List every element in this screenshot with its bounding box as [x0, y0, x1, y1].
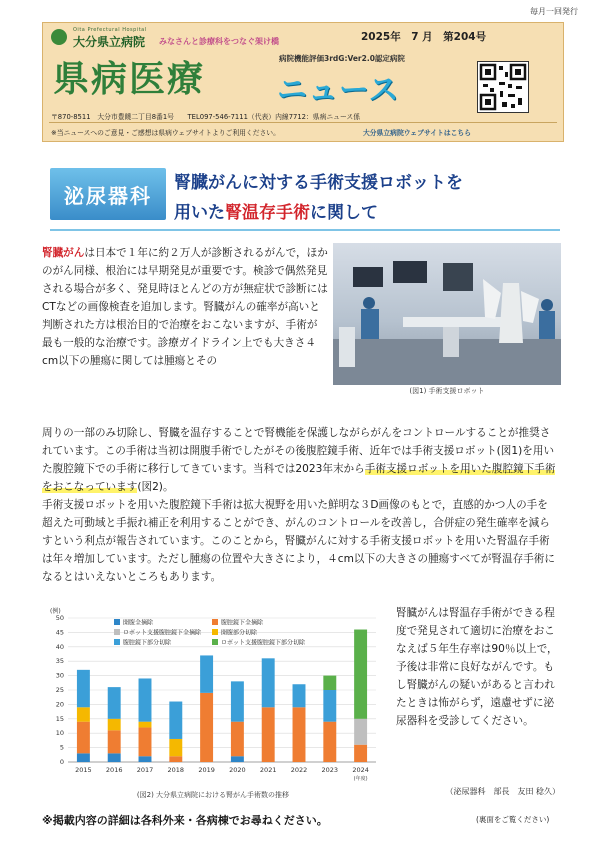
- see-reverse-note: (裏面をご覧ください): [476, 815, 550, 824]
- bar-segment: [139, 756, 152, 762]
- underlined-statement: 手術支援ロボットを用いた腹腔鏡下手術をおこなっています: [42, 463, 556, 493]
- title-line2-pre: 用いた: [174, 203, 225, 223]
- paragraph-2-text: 手術支援ロボットを用いた腹腔鏡下手術は拡大視野を用いた鮮明な３D画像のもとで，直感的かつ人の手を超えた可動域と手振れ補正を利用することができ、がんのコントロールを改善し，合併症の発生確率を減らすという利点が報告されています。このことから，腎臓がんに対する手術支援ロボットを用いた腎温存手術は年々増加しています。ただし腫瘍の位置や大きさにより，４cm以下の大きさの腫瘍すべてが腎温存手術になるとはいえないところもあります。: [42, 499, 555, 583]
- article-title-line2: [174, 198, 554, 228]
- article-paragraph-1-continued: [42, 424, 558, 496]
- x-tick-label: 2021: [259, 766, 277, 774]
- y-tick-label: 10: [55, 729, 64, 738]
- article-title-line1: 腎臓がんに対する手術支援ロボットを: [174, 173, 463, 193]
- newsletter-title-news: ニュース: [277, 73, 400, 108]
- bar-segment: [108, 730, 121, 753]
- x-tick-label: 2018: [167, 766, 185, 774]
- bar-segment: [77, 670, 90, 707]
- website-link[interactable]: 大分県立病院ウェブサイトはこちら: [363, 129, 472, 137]
- title-divider: [50, 229, 560, 231]
- surgical-robot-photo: [333, 243, 561, 385]
- paragraph-3-text: 腎臓がんは腎温存手術ができる程度で発見されて適切に治療をおこなえば５年生存率は90％以上で，予後は非常に良好ながんです。もし腎臓がんの疑いがあると言われたときは怖がらず，遠慮せずに泌尿器科を受診してください。: [396, 607, 558, 727]
- x-tick-label: 2023: [321, 766, 339, 774]
- hospital-logo-icon: [51, 29, 67, 45]
- bar-segment: [77, 707, 90, 721]
- department-badge: 泌尿器科: [50, 168, 166, 220]
- hospital-name: 大分県立病院: [73, 35, 146, 49]
- x-tick-label: 2020: [229, 766, 246, 774]
- y-tick-label: 5: [59, 743, 64, 752]
- legend-swatch: [114, 629, 120, 635]
- article-title: [174, 168, 554, 228]
- y-tick-label: 0: [59, 758, 64, 766]
- article-paragraph-3: [396, 604, 560, 730]
- bar-segment: [139, 727, 152, 756]
- newsletter-header: [42, 22, 564, 142]
- x-tick-label: 2017: [136, 766, 154, 774]
- y-tick-label: 40: [55, 642, 64, 651]
- bar-segment: [169, 739, 182, 756]
- legend-swatch: [212, 619, 218, 625]
- bar-segment: [169, 756, 182, 762]
- bar-segment: [354, 719, 367, 745]
- chart-svg: [42, 604, 384, 788]
- article-paragraph-1: [42, 244, 328, 370]
- y-tick-label: 35: [55, 657, 64, 666]
- paragraph-1-text: は日本で１年に約２万人が診断されるがんで，ほかのがん同様、根治には早期発見が重要です。検診で偶然発見される場合が多く、発見時ほとんどの方が無症状で診断にはCTなどの画像検査を追加します。腎臓がんの確率が高いと判断された方は根治目的で治療をおこないますが、手術が最も一般的な治療です。診療ガイドライン上でも大きさ４cm以下の腫瘍に関しては腫瘍とその: [42, 247, 328, 367]
- paragraph-1b-text: 周りの一部のみ切除し、腎臓を温存することで腎機能を保護しながらがんをコントロールすることが推奨されています。この手術は当初は開腹手術でしたがその後腹腔鏡手術、近年では手術支援ロボット(図1)を用いた腹腔鏡下での手術に移行してきています。当科では2023年末から: [42, 427, 555, 475]
- y-tick-label: 25: [55, 686, 64, 694]
- header-divider: [49, 122, 557, 123]
- legend-label: 腹腔鏡下全摘除: [221, 619, 264, 627]
- bar-segment: [108, 687, 121, 719]
- bar-segment: [200, 693, 213, 762]
- photo-caption: (図1) 手術支援ロボット: [409, 387, 485, 395]
- legend-label: 腹腔鏡下部分切除: [123, 639, 172, 647]
- bar-segment: [262, 658, 275, 707]
- bar-segment: [323, 722, 336, 762]
- bar-segment: [231, 722, 244, 757]
- bar-segment: [169, 702, 182, 739]
- issue-info: 2025年 7 月 第204号: [361, 31, 487, 43]
- legend-label: 開腹部分切除: [221, 629, 258, 637]
- bar-segment: [139, 722, 152, 728]
- bar-segment: [293, 707, 306, 762]
- bar-segment: [231, 756, 244, 762]
- legend-swatch: [114, 639, 120, 645]
- footer-note: ※掲載内容の詳細は各科外来・各病棟でお尋ねください。: [42, 814, 328, 827]
- slogan: みなさんと診療科をつなぐ架け橋: [159, 37, 279, 46]
- y-tick-label: 30: [55, 671, 64, 680]
- bar-segment: [77, 753, 90, 762]
- article-paragraph-2: [42, 496, 558, 586]
- bar-segment: [139, 678, 152, 721]
- bar-segment: [262, 707, 275, 762]
- bar-segment: [323, 676, 336, 690]
- y-tick-label: 15: [55, 714, 64, 723]
- newsletter-title: 県病医療: [53, 58, 206, 100]
- y-tick-label: 45: [55, 628, 64, 637]
- accreditation-note: 病院機能評価3rdG:Ver2.0認定病院: [279, 54, 405, 63]
- x-tick-label: 2016: [105, 766, 123, 774]
- paragraph-1b-end: (図2)。: [137, 481, 174, 493]
- paragraph-highlight: 腎臓がん: [42, 247, 85, 259]
- surgery-count-chart: [42, 604, 384, 798]
- legend-swatch: [114, 619, 120, 625]
- y-tick-label: 50: [55, 614, 64, 622]
- x-tick-label: 2022: [290, 766, 308, 774]
- bar-segment: [354, 630, 367, 719]
- bar-segment: [200, 655, 213, 692]
- bar-segment: [231, 681, 244, 721]
- title-highlight: 腎温存手術: [225, 203, 310, 223]
- title-line2-post: に関して: [310, 203, 378, 223]
- author-credit: （泌尿器科 部長 友田 稔久）: [445, 787, 560, 796]
- y-tick-label: 20: [55, 700, 64, 709]
- x-tick-label: 2015: [75, 766, 92, 774]
- x-unit-label: (年度): [353, 776, 368, 782]
- hospital-name-en: Oita Prefectural Hospital: [73, 27, 147, 33]
- hospital-address: 〒870-8511 大分市豊饒二丁目8番1号 TEL097-546-7111（代表）内線7712：県病ニュース係: [51, 113, 361, 121]
- bar-segment: [293, 684, 306, 707]
- legend-swatch: [212, 629, 218, 635]
- x-tick-label: 2024: [352, 766, 369, 774]
- bar-segment: [108, 719, 121, 731]
- legend-label: 開腹全摘除: [123, 619, 154, 627]
- y-axis-label: (例): [50, 608, 61, 615]
- qr-code-icon[interactable]: [477, 61, 529, 113]
- bar-segment: [354, 745, 367, 762]
- bar-segment: [77, 722, 90, 754]
- bar-segment: [108, 753, 121, 762]
- chart-caption: (図2) 大分県立病院における腎がん手術数の推移: [136, 791, 290, 799]
- bar-segment: [323, 690, 336, 722]
- publication-frequency: 毎月一回発行: [530, 7, 578, 16]
- x-tick-label: 2019: [198, 766, 215, 774]
- legend-swatch: [212, 639, 218, 645]
- feedback-notice: ※当ニュースへのご意見・ご感想は県病ウェブサイトよりご利用ください。: [51, 129, 280, 137]
- legend-label: ロボット支援腹腔鏡下部分切除: [221, 639, 306, 647]
- legend-label: ロボット支援腹腔鏡下全摘除: [123, 629, 202, 637]
